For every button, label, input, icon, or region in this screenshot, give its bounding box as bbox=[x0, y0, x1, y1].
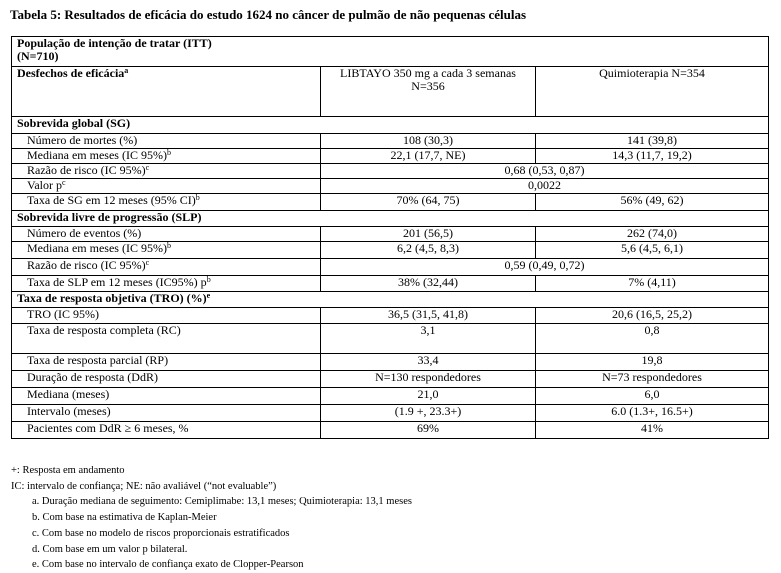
table-row bbox=[12, 308, 769, 324]
row-label bbox=[12, 149, 321, 164]
table-row bbox=[12, 194, 769, 211]
libtayo-value: 3,1 bbox=[321, 324, 536, 354]
chemo-value: 0,8 bbox=[536, 324, 769, 354]
tro-heading-text: Taxa de resposta objetiva (TRO) (%) bbox=[17, 291, 207, 305]
table-row bbox=[12, 354, 769, 371]
row-label: TRO (IC 95%) bbox=[12, 308, 321, 324]
row-label-sup: c bbox=[62, 178, 66, 187]
efficacy-results-table bbox=[11, 36, 769, 439]
row-label-sup: b bbox=[166, 241, 171, 250]
libtayo-value: 201 (56,5) bbox=[321, 227, 536, 242]
table-row bbox=[12, 242, 769, 259]
chemo-value: 141 (39,8) bbox=[536, 134, 769, 149]
row-label-text: Valor p bbox=[27, 178, 62, 192]
chemo-value: N=73 respondedores bbox=[536, 371, 769, 388]
table-row bbox=[12, 179, 769, 194]
row-label-text: Taxa de SLP em 12 meses (IC95%) p bbox=[27, 275, 207, 289]
row-label-sup: c bbox=[145, 258, 150, 267]
libtayo-header bbox=[321, 67, 536, 117]
row-label: Taxa de resposta completa (RC) bbox=[12, 324, 321, 354]
row-label-sup: b bbox=[195, 193, 200, 202]
footnote-d: d. Com base em um valor p bilateral. bbox=[32, 543, 188, 555]
table-row bbox=[12, 164, 769, 179]
row-label: Mediana (meses) bbox=[12, 388, 321, 405]
row-label bbox=[12, 134, 321, 149]
libtayo-value: 38% (32,44) bbox=[321, 276, 536, 292]
chemo-value: 6.0 (1.3+, 16.5+) bbox=[536, 405, 769, 422]
chemo-value: 5,6 (4,5, 6,1) bbox=[536, 242, 769, 259]
footnotes bbox=[11, 463, 412, 573]
row-label bbox=[12, 259, 321, 276]
outcomes-header bbox=[12, 67, 321, 117]
row-label-text: Mediana em meses (IC 95%) bbox=[27, 148, 167, 162]
table-row bbox=[12, 388, 769, 405]
libtayo-dose: LIBTAYO 350 mg a cada 3 semanas bbox=[340, 66, 516, 80]
libtayo-value: 22,1 (17,7, NE) bbox=[321, 149, 536, 164]
population-cell bbox=[12, 37, 769, 67]
row-label-text: Razão de risco (IC 95%) bbox=[27, 258, 146, 272]
footnote-ic: IC: intervalo de confiança; NE: não avaliável (“not evaluable”) bbox=[11, 480, 277, 492]
population-count: (N=710) bbox=[17, 49, 59, 63]
footnote-plus: +: Resposta em andamento bbox=[11, 465, 125, 476]
libtayo-value: 69% bbox=[321, 422, 536, 439]
chemo-value: 262 (74,0) bbox=[536, 227, 769, 242]
chemo-header: Quimioterapia N=354 bbox=[536, 67, 769, 117]
row-label-text: Número de eventos (%) bbox=[27, 226, 142, 240]
row-label: Intervalo (meses) bbox=[12, 405, 321, 422]
row-label bbox=[12, 164, 321, 179]
libtayo-value: 108 (30,3) bbox=[321, 134, 536, 149]
combined-value: 0,59 (0,49, 0,72) bbox=[321, 259, 769, 276]
row-label bbox=[12, 194, 321, 211]
libtayo-value: N=130 respondedores bbox=[321, 371, 536, 388]
libtayo-value: 6,2 (4,5, 8,3) bbox=[321, 242, 536, 259]
section-heading-row bbox=[12, 211, 769, 227]
row-label bbox=[12, 227, 321, 242]
footnote-b: b. Com base na estimativa de Kaplan-Meier bbox=[32, 512, 217, 524]
table-row bbox=[12, 276, 769, 292]
outcomes-label: Desfechos de eficácia bbox=[17, 66, 125, 80]
table-row bbox=[12, 371, 769, 388]
chemo-value: 41% bbox=[536, 422, 769, 439]
footnote-a: a. Duração mediana de seguimento: Cemiplimabe: 13,1 meses; Quimioterapia: 13,1 meses bbox=[32, 496, 412, 508]
section-heading-row bbox=[12, 292, 769, 308]
row-label-text: Razão de risco (IC 95%) bbox=[27, 163, 146, 177]
section-heading-tro bbox=[12, 292, 769, 308]
table-row bbox=[12, 405, 769, 422]
section-heading-sg: Sobrevida global (SG) bbox=[12, 117, 769, 134]
chemo-value: 56% (49, 62) bbox=[536, 194, 769, 211]
chemo-value: 7% (4,11) bbox=[536, 276, 769, 292]
section-heading-slp: Sobrevida livre de progressão (SLP) bbox=[12, 211, 769, 227]
table-row bbox=[12, 259, 769, 276]
row-label bbox=[12, 179, 321, 194]
footnote-c: c. Com base no modelo de riscos proporcionais estratificados bbox=[32, 527, 290, 539]
table-row bbox=[12, 134, 769, 149]
row-label-text: Taxa de SG em 12 meses (95% CI) bbox=[27, 193, 196, 207]
chemo-value: 6,0 bbox=[536, 388, 769, 405]
combined-value: 0,68 (0,53, 0,87) bbox=[321, 164, 769, 179]
table-row bbox=[12, 324, 769, 354]
outcomes-sup: a bbox=[124, 66, 129, 75]
row-label: Taxa de resposta parcial (RP) bbox=[12, 354, 321, 371]
row-label-text: Número de mortes (%) bbox=[27, 133, 138, 147]
libtayo-value: 70% (64, 75) bbox=[321, 194, 536, 211]
libtayo-value: 33,4 bbox=[321, 354, 536, 371]
row-label bbox=[12, 242, 321, 259]
tro-heading-sup: e bbox=[206, 291, 211, 300]
population-row bbox=[12, 37, 769, 67]
libtayo-value: 36,5 (31,5, 41,8) bbox=[321, 308, 536, 324]
row-label-sup: b bbox=[166, 148, 171, 157]
column-header-row bbox=[12, 67, 769, 117]
row-label bbox=[12, 276, 321, 292]
row-label: Duração de resposta (DdR) bbox=[12, 371, 321, 388]
row-label-sup: b bbox=[206, 275, 211, 284]
table-title: Tabela 5: Resultados de eficácia do estudo 1624 no câncer de pulmão de não pequenas células bbox=[10, 7, 527, 22]
row-label-sup: c bbox=[145, 163, 150, 172]
table-row bbox=[12, 422, 769, 439]
combined-value: 0,0022 bbox=[321, 179, 769, 194]
libtayo-value: 21,0 bbox=[321, 388, 536, 405]
footnote-e: e. Com base no intervalo de confiança exato de Clopper-Pearson bbox=[32, 559, 304, 571]
libtayo-value: (1.9 +, 23.3+) bbox=[321, 405, 536, 422]
row-label: Pacientes com DdR ≥ 6 meses, % bbox=[12, 422, 321, 439]
row-label-text: Mediana em meses (IC 95%) bbox=[27, 241, 167, 255]
chemo-value: 20,6 (16,5, 25,2) bbox=[536, 308, 769, 324]
population-label: População de intenção de tratar (ITT) bbox=[17, 36, 212, 50]
chemo-value: 19,8 bbox=[536, 354, 769, 371]
libtayo-n: N=356 bbox=[411, 79, 445, 93]
table-row bbox=[12, 149, 769, 164]
section-heading-row bbox=[12, 117, 769, 134]
table-row bbox=[12, 227, 769, 242]
chemo-value: 14,3 (11,7, 19,2) bbox=[536, 149, 769, 164]
